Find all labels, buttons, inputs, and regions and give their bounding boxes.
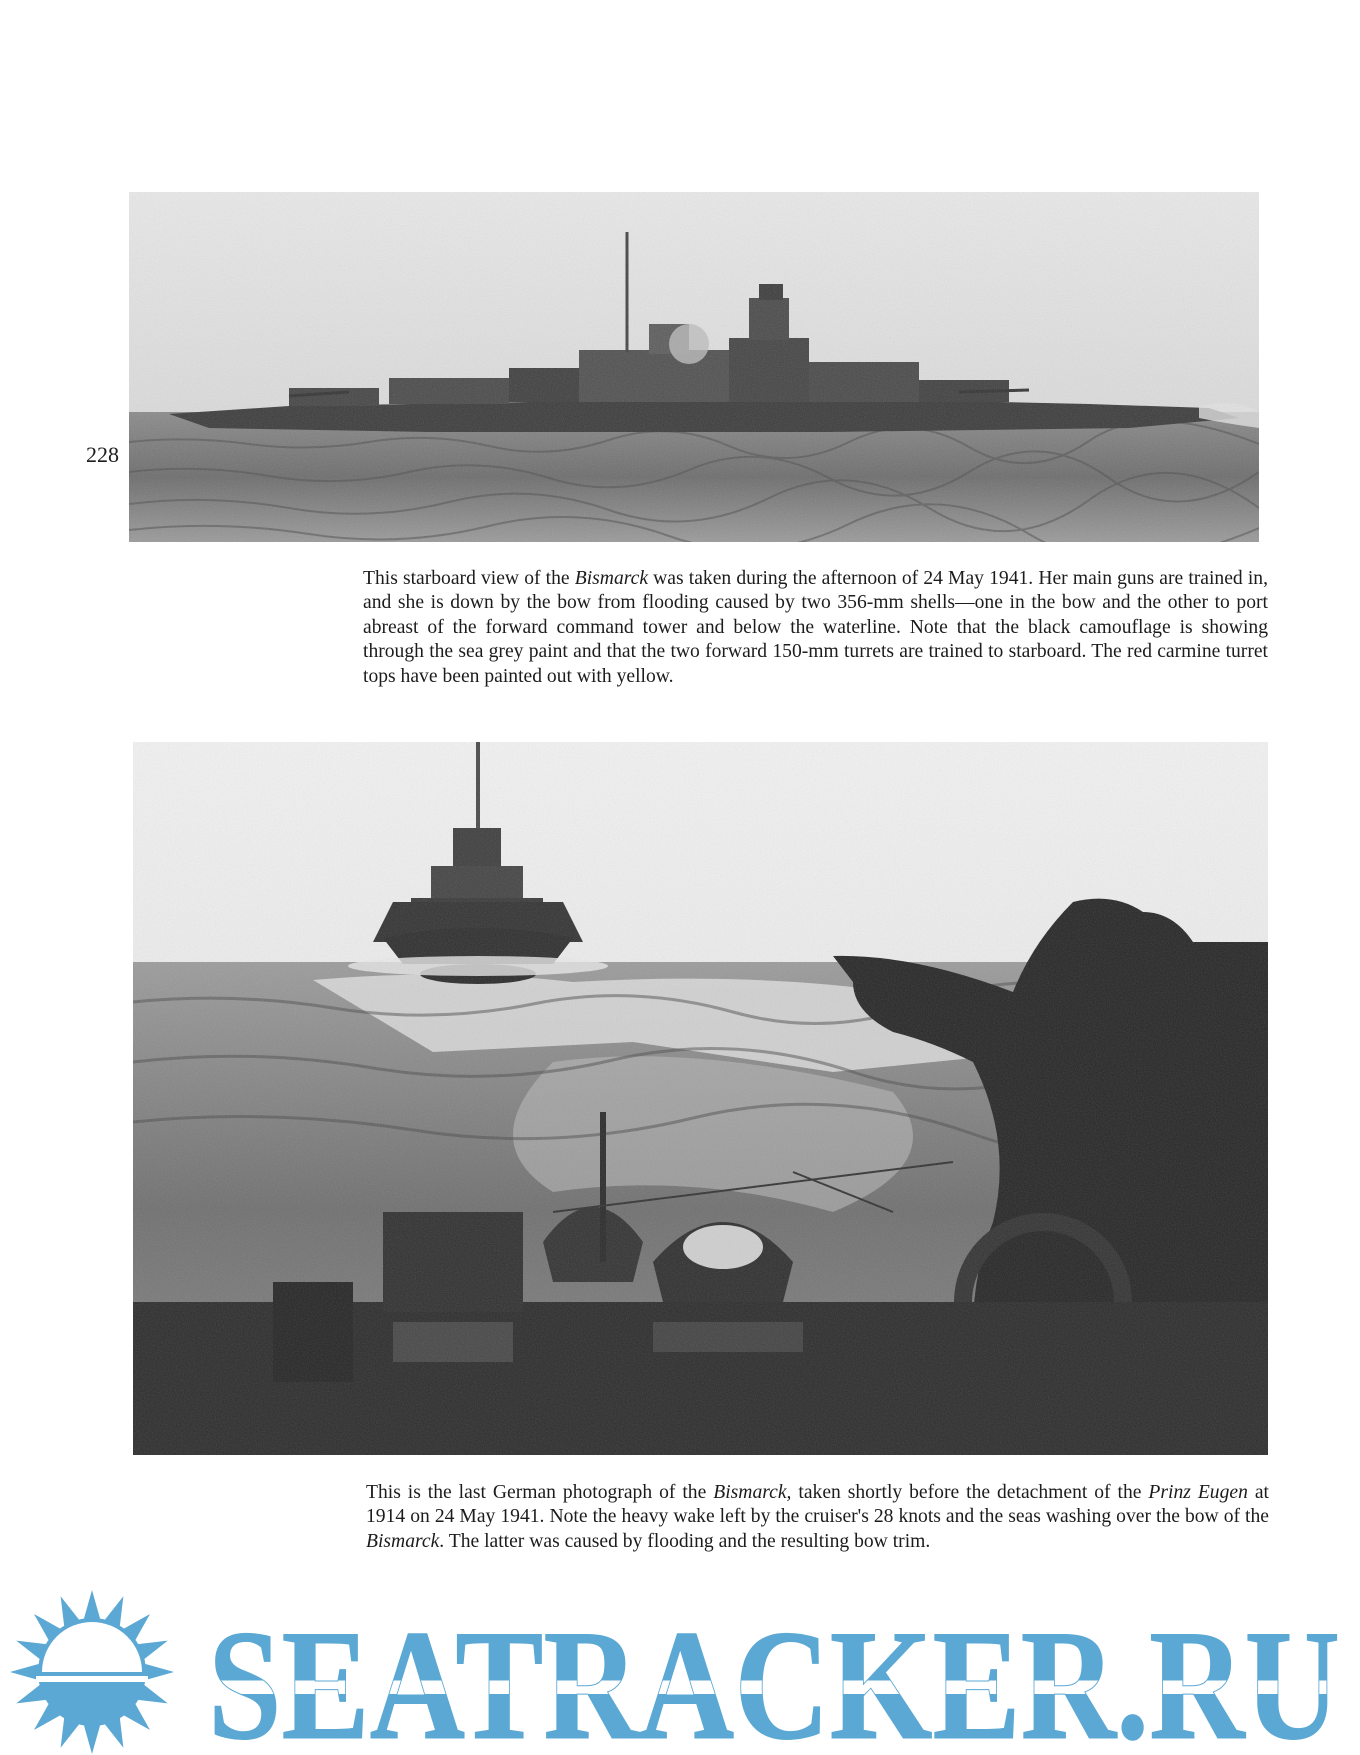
caption-bottom-text-2: taken shortly before the detachment of the: [791, 1482, 1149, 1503]
caption-top-ship-name: Bismarck: [574, 568, 649, 589]
caption-top: [363, 567, 1268, 689]
watermark-text: SEATRACKER.RU: [208, 1598, 1340, 1755]
photo-bismarck-starboard-image: [129, 192, 1259, 542]
caption-bottom-ship-name-2: Prinz Eugen: [1148, 1482, 1248, 1503]
photo-bismarck-starboard: [129, 192, 1259, 542]
caption-bottom: [366, 1481, 1269, 1554]
page-number: 228: [86, 442, 119, 467]
photo-bismarck-astern-image: [133, 742, 1268, 1455]
caption-bottom-ship-name-1: Bismarck,: [713, 1482, 792, 1503]
caption-bottom-text-3: at 1914 on 24 May 1941. Note the heavy wake left by the cruiser's 28 knots and the seas washing over the bow of the: [366, 1482, 1269, 1528]
caption-bottom-ship-name-3: Bismarck: [366, 1530, 440, 1552]
watermark: [0, 1580, 1360, 1755]
photo-bismarck-astern: [133, 742, 1268, 1455]
caption-bottom-text-1: This is the last German photograph of the: [366, 1482, 714, 1503]
sun-logo-icon: [10, 1590, 174, 1754]
caption-top-text-2: was taken during the afternoon of 24 May 1941. Her main guns are trained in, and she is down by the bow from flooding caused by two 356-mm shells—one in the bow and the other to port abreast of the forward command tower and below the waterline. Note that the black camouflage is showing through the sea grey paint and that the two forward 150-mm turrets are trained to starboard. The red carmine turret tops have been painted out with yellow.: [363, 568, 1268, 687]
caption-bottom-text-4: . The latter was caused by flooding and the resulting bow trim.: [439, 1530, 931, 1552]
caption-top-text-1: This starboard view of the: [363, 568, 575, 589]
watermark-graphic: [0, 1580, 1360, 1755]
